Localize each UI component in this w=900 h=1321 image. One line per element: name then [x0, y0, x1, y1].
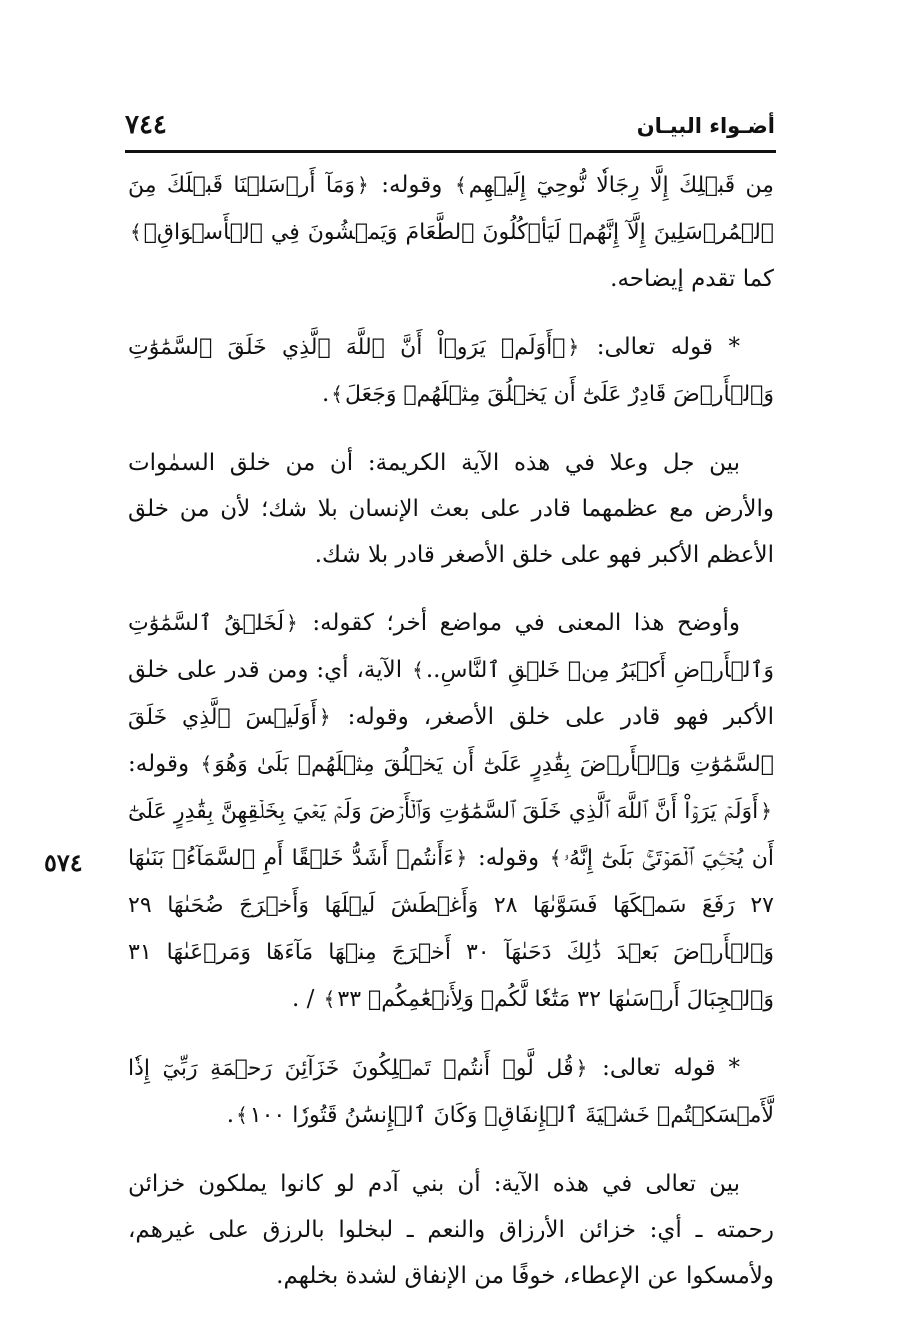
quran-verse: وَمَآ أَرۡسَلۡنَا قَبۡلَكَ مِنَ ٱلۡمُرۡسَلِينَ إِلَّآ إِنَّهُمۡ لَيَأۡكُلُونَ ٱلطَّعَامَ وَيَمۡشُونَ فِي ٱلۡأَسۡوَاقِۗ — [128, 173, 774, 245]
prose-text: .. — [425, 657, 441, 683]
ornate-bracket: ﴾ — [412, 658, 424, 682]
prose-text: الآية، أي: ومن قدر على خلق الأكبر فهو قادر على خلق الأصغر، وقوله: — [128, 657, 775, 730]
ornate-bracket: ﴾ — [455, 173, 467, 197]
ornate-bracket: ﴿ — [575, 1056, 588, 1080]
ornate-bracket: ﴾ — [130, 220, 142, 244]
prose-text: كما تقدم إيضاحه. — [610, 266, 774, 292]
prose-text: وقوله: — [469, 845, 548, 871]
paragraph — [128, 600, 774, 1023]
quran-verse: أَوَلَمۡ يَرَوۡاْ أَنَّ ٱللَّهَ ٱلَّذِي خَلَقَ ٱلسَّمَٰوَٰتِ وَٱلۡأَرۡضَ وَلَمۡ يَعۡيَ بِخَلۡقِهِنَّ بِقَٰدِرٍ عَلَىٰٓ أَن يُحۡـِۧيَ ٱلۡمَوۡتَىٰۚ بَلَىٰٓ إِنَّهُۥ — [128, 799, 774, 871]
prose-text: وأوضح هذا المعنى في مواضع أخر؛ كقوله: — [299, 610, 741, 636]
paragraph — [128, 324, 774, 418]
running-title: أضـواء البيـان — [636, 114, 775, 138]
prose-text: بين تعالى في هذه الآية: أن بني آدم لو كانوا يملكون خزائن رحمته ـ أي: خزائن الأرزاق والنعم ـ لبخلوا بالرزق على غيرهم، ولأمسكوا عن الإعطاء، خوفًا من الإنفاق لشدة بخلهم. — [128, 1171, 774, 1289]
quran-verse: أَوَلَيۡسَ ٱلَّذِي خَلَقَ ٱلسَّمَٰوَٰتِ وَٱلۡأَرۡضَ بِقَٰدِرٍ عَلَىٰٓ أَن يَخۡلُقَ مِثۡلَهُمۚ بَلَىٰ وَهُوَ — [128, 705, 775, 777]
ornate-bracket: ﴿ — [318, 705, 331, 729]
ornate-bracket: ﴾ — [331, 382, 343, 406]
prose-text: وقوله: — [128, 751, 199, 777]
quran-verse: قُل لَّوۡ أَنتُمۡ تَمۡلِكُونَ خَزَآئِنَ رَحۡمَةِ رَبِّيٓ إِذٗا لَّأَمۡسَكۡتُمۡ خَشۡيَةَ ٱلۡإِنفَاقِۚ وَكَانَ ٱلۡإِنسَٰنُ قَتُورٗا ١٠٠ — [128, 1056, 774, 1128]
ornate-bracket: ﴿ — [356, 173, 369, 197]
ornate-bracket: ﴿ — [286, 611, 298, 635]
ornate-bracket: ﴾ — [236, 1103, 248, 1127]
prose-text: / . — [291, 986, 322, 1012]
ornate-bracket: ﴿ — [455, 846, 468, 870]
page-number: ٧٤٤ — [125, 110, 167, 140]
paragraph — [128, 162, 774, 302]
header-rule — [125, 150, 776, 153]
quran-verse: لَخَلۡقُ ٱلسَّمَٰوَٰتِ وَٱلۡأَرۡضِ أَكۡبَرُ مِنۡ خَلۡقِ ٱلنَّاسِ — [128, 611, 774, 683]
prose-text: . — [226, 1102, 235, 1128]
ornate-bracket: ﴾ — [323, 987, 336, 1011]
body-text — [128, 162, 774, 1321]
prose-text: بين جل وعلا في هذه الآية الكريمة: أن من خلق السمٰوات والأرض مع عظمهما قادر على بعث الإنسان بلا شك؛ لأن من خلق الأعظم الأكبر فهو على خلق الأصغر قادر بلا شك. — [128, 450, 774, 568]
paragraph — [128, 440, 774, 578]
quran-verse: مِن قَبۡلِكَ إِلَّا رِجَالٗا نُّوحِيٓ إِلَيۡهِم — [468, 173, 774, 198]
paragraph — [128, 1045, 774, 1139]
prose-text: * قوله تعالى: — [589, 1055, 740, 1081]
ornate-bracket: ﴿ — [760, 799, 772, 823]
prose-text: . — [321, 381, 330, 407]
ornate-bracket: ﴾ — [549, 846, 562, 870]
quran-verse: ءَأَنتُمۡ أَشَدُّ خَلۡقًا أَمِ ٱلسَّمَآءُۚ بَنَىٰهَا ٢٧ رَفَعَ سَمۡكَهَا فَسَوَّىٰهَا ٢٨ وَأَغۡطَشَ لَيۡلَهَا وَأَخۡرَجَ ضُحَىٰهَا ٢٩ وَٱلۡأَرۡضَ بَعۡدَ ذَٰلِكَ دَحَىٰهَآ ٣٠ أَخۡرَجَ مِنۡهَا مَآءَهَا وَمَرۡعَىٰهَا ٣١ وَٱلۡجِبَالَ أَرۡسَىٰهَا ٣٢ مَتَٰعٗا لَّكُمۡ وَلِأَنۡعَٰمِكُمۡ ٣٣ — [128, 846, 774, 1012]
prose-text: * قوله تعالى: — [581, 334, 740, 360]
quran-verse: ۞أَوَلَمۡ يَرَوۡاْ أَنَّ ٱللَّهَ ٱلَّذِي خَلَقَ ٱلسَّمَٰوَٰتِ وَٱلۡأَرۡضَ قَادِرٌ عَلَىٰٓ أَن يَخۡلُقَ مِثۡلَهُمۡ وَجَعَلَ — [128, 335, 774, 407]
paragraph — [128, 1161, 774, 1299]
margin-page-number: ٥٧٤ — [44, 848, 83, 877]
ornate-bracket: ﴾ — [200, 752, 213, 776]
prose-text: وقوله: — [370, 172, 453, 198]
ornate-bracket: ﴿ — [567, 335, 580, 359]
page-header — [125, 110, 775, 150]
